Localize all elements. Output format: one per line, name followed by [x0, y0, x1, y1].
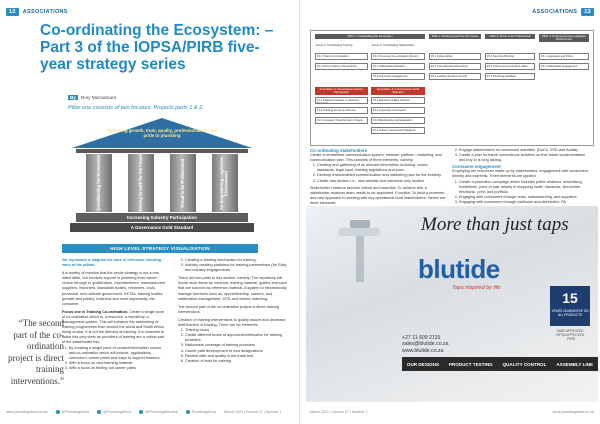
diagram-header-pillar-3: Pillar 3: Proud to be Professional — [485, 34, 535, 39]
body-paragraph: The second part of the co-ordination project is direct training interventions. — [178, 304, 280, 314]
list-item: 2. Engage stakeholders on consensus activities. (DoCs, CPD and Audits) — [459, 148, 592, 153]
intro-text: Pillar one consists of two focuses: Projects parts 1 & 2. — [68, 105, 204, 111]
linkedin-icon — [186, 410, 190, 414]
lead-paragraph: We reproduce a diagram for ease of reference showing each of the pillars. — [62, 258, 162, 268]
section-heading: Co-ordinating stakeholders — [310, 148, 368, 153]
ad-feature: OUR DESIGNS — [406, 361, 440, 367]
footer-issue: March 2021 | Volume 27 | Number 1 — [224, 410, 282, 414]
diagram-box: P2.1 Future Ethos — [429, 53, 481, 60]
article-title: Co-ordinating the Ecosystem: – Part 3 of the IOPSA/PIRB five-year strategy series — [40, 22, 274, 73]
diagram-header-pillar-1: Pillar 1: Coordinating the Ecosystem — [315, 34, 425, 39]
pillar-4: An Empowering Legislative Environment — [212, 154, 238, 212]
page-number: 13 — [581, 8, 594, 16]
body-paragraph: There are two parts to this section, namely: The repository will house such items as curricula, training material, guides and such that are sourced as reference material. A system to electronically manage functions such as, apprenticeship, careers, and certification management, CPD and mentor matching. — [178, 276, 287, 301]
foundation-1-header: Foundation 1: Governance Industry Participation — [315, 87, 368, 95]
section-label: ASSOCIATIONS — [22, 8, 68, 15]
ad-feature: QUALITY CONTROL — [502, 361, 547, 367]
temple-beam — [76, 149, 248, 153]
byline — [68, 95, 116, 100]
ad-phone-number[interactable]: +27 11 609 2115 — [402, 335, 441, 341]
list-item: 6. Creation of trust for training — [185, 359, 290, 364]
illustration-caption: HIGH LEVEL STRATEGY VISUALISATION — [62, 244, 258, 253]
diagram-box: F2.2 Corporate Governance — [371, 107, 425, 114]
left-footer — [6, 407, 282, 417]
diagram-box: P1.2 Direct Training Interventions — [315, 63, 368, 70]
diagram-box: P1.1 Training Coordination — [315, 53, 368, 60]
brand-tagline: Taps inspired by life — [452, 285, 501, 291]
list-item: 2. Engaging with consumers through retail, manufacturing, and suppliers. — [459, 195, 592, 200]
list-item: 3. Nationwide coverage of training providers — [185, 343, 290, 348]
ad-feature: ASSEMBLY LINE — [556, 361, 594, 367]
ad-email[interactable]: sales@blutide.co.za — [402, 341, 449, 348]
list-item: 1. Create a promotion campaign which includes public relations, advertising, exhibitions, point of sale activity in shopping malls, handouts, directories, electronic, print, and portfolio. — [459, 180, 592, 195]
body-paragraph: Focus one is Training Co-ordination. Create a single point of co-ordination which is, a resource, a repository, a management system. This will enhance the networking of training programmes from around the world and South Africa being crucial. It is not the delivery of training. It is essential to make this very clear as providers of training are a critical part of the stakeholder mix: — [62, 309, 165, 345]
diagram-box: P3.3 Plumbing Standard — [485, 73, 535, 80]
temple-base-bottom: A Governance Gold Standard — [70, 223, 254, 232]
body-paragraph: It is worthy of mention that the whole strategy is not a one-sided affair, but involves anyone in plumbing from career choice through to qualification, manufacturers, manufacturers' suppliers, importers, standards bodies, reformers, local, provincial, and national government, SETAs, training bodies (private and public), business and most importantly, the consumer. — [62, 271, 166, 306]
diagram-box: F2.1 Reporting & Best Practice — [371, 97, 425, 104]
twitter-handle[interactable]: @PlumbingAfrica — [97, 410, 131, 414]
ad-headline: More than just taps — [421, 214, 569, 235]
body-paragraph: Stakeholder relations become critical and essential. To achieve this, a stakeholder relations team needs to be appointed. Function: To build a reviewed and new approach to working with key operational local stakeholders. Herein are three elements: — [310, 185, 446, 205]
footer-url[interactable]: www.plumbingafrica.co.za — [6, 410, 48, 414]
strategy-diagram — [310, 30, 594, 146]
right-footer-issue: March 2021 | Volume 27 | Number 1 — [310, 410, 368, 414]
left-column-1 — [62, 258, 168, 371]
section-label: ASSOCIATIONS — [532, 8, 578, 15]
list-item: 3. Engaging with consumers through platforms and directories. PA — [459, 200, 592, 205]
list-item: 3. Create new section i.e., new website and members only section. — [317, 179, 446, 184]
list-item: 4. Career path development of new designations — [185, 349, 290, 354]
certification-logos: SABS APPROVED · IOPSA APPROVED · PIRB — [556, 329, 586, 341]
author-name: Rory Macnamara — [80, 95, 117, 100]
pull-quote: “The second part of the co-ordination project is direct training interventions.” — [8, 318, 64, 386]
diagram-box: P3.2 Online Communication Sales — [485, 63, 535, 70]
list-item: 1. By creating a single point of contact/information source and co-ordination which will include, applications, curriculum, career paths and ways to support learners. — [69, 346, 168, 361]
list-item: 3. With a focus on finding out career paths — [69, 366, 168, 371]
facebook-handle[interactable]: @PlumbingAfrica — [56, 410, 90, 414]
body-paragraph: Employing the resources made up by stakeholders, engagement with consumers directly and indirectly. Three elements are applied: — [452, 169, 588, 179]
focus-2-label: Focus 2: Coordinating Stakeholders — [371, 43, 415, 47]
right-page-header — [532, 6, 594, 17]
diagram-header-pillar-2: Pillar 2: Driving Growth for the Future — [429, 34, 481, 39]
diagram-box: F1.3 Increased Transformation Targets — [315, 117, 368, 124]
left-column-2 — [178, 258, 290, 364]
facebook-icon — [56, 410, 60, 414]
twitter-icon — [97, 410, 101, 414]
brand-logo: blutide — [418, 254, 500, 284]
list-item: 2. Develop a streamlined communication and marketing plan for the industry. — [317, 173, 446, 178]
diagram-box: F2.3 Membership and Evaluation — [371, 117, 425, 124]
diagram-box: P4.2 Stakeholder Engagement — [539, 63, 589, 70]
ad-feature: PRODUCT TESTING — [448, 361, 493, 367]
list-item: 5. Restore faith and quality in the trade test — [185, 354, 290, 359]
diagram-box: P1.5 Consumer Engagement — [371, 73, 425, 80]
strategy-temple-illustration — [62, 118, 262, 243]
diagram-box: P1.3 Consumer Co-ordination Opinion — [371, 53, 425, 60]
list-item: 3. Actively creating platforms for training partnerships (for SAs) and industry engagements. — [185, 263, 290, 273]
instagram-handle[interactable]: @PlumbingAfricaSA — [139, 410, 178, 414]
ad-website[interactable]: www.blutide.co.za — [402, 347, 444, 354]
list-item: 2. Creating a funding mechanism for training. — [185, 258, 290, 263]
ad-feature-bar — [402, 357, 598, 371]
body-paragraph: Creation of training interventions to quality assure and decrease theft/fraction of training. There are six elements: — [178, 317, 286, 328]
list-item: 2. Create different levels of approved/certification for training providers — [185, 333, 290, 343]
diagram-box: F1.1 Targeted Increase in Informed Plumbers — [315, 97, 368, 104]
list-item: 1. Creating and gathering of all relevant information including, codes, standards, legal input, training regulations and such. — [317, 163, 446, 173]
diagram-box: F2.4 Industry Assessment Playbook — [371, 127, 425, 134]
diagram-box: P4.1 Legislation and Policy — [539, 53, 589, 60]
diagram-box: F1.2 Tracking Focus on Informal — [315, 107, 368, 114]
left-page-header — [6, 6, 68, 17]
section-heading: Consumer engagement — [452, 164, 501, 170]
right-footer-url[interactable]: www.plumbingafrica.co.za — [552, 410, 594, 414]
temple-roof-text: Restoring growth, trust, quality, professionalism and pride to plumbing — [107, 128, 217, 139]
blutide-advertisement[interactable] — [306, 206, 598, 402]
focus-1-label: Focus 1: Coordinating Training — [315, 43, 353, 47]
diagram-box: P2.2 International Partnerships — [429, 63, 481, 70]
pillar-3: Proud to be Professional — [170, 154, 196, 212]
diagram-box: P2.3 Leading Systems Growth — [429, 73, 481, 80]
byline-prefix: By — [70, 95, 76, 100]
foundation-2-header: Foundation 2: A Governance Gold Standard — [371, 87, 425, 95]
temple-base-top: Increasing Industry Participation — [76, 213, 248, 222]
list-item: 2. With a focus on new learning material — [69, 361, 168, 366]
list-item: 1. Training hours — [185, 328, 290, 333]
page-number: 12 — [6, 8, 19, 16]
ad-contact — [402, 335, 449, 354]
tap-icon — [336, 214, 384, 284]
diagram-box: P3.1 New Era Plumber — [485, 53, 535, 60]
pillar-1: Coordinating the Ecosystem — [86, 154, 112, 212]
right-page — [300, 0, 600, 424]
instagram-icon — [139, 410, 143, 414]
pillar-2: Driving Growth for the Future — [128, 154, 154, 212]
guarantee-badge: 15 YEARS GUARANTEE ON ALL PRODUCTS — [550, 286, 590, 326]
linkedin-handle[interactable]: PlumbingAfrica — [186, 410, 216, 414]
diagram-box: P1.4 Stakeholder Relations — [371, 63, 425, 70]
right-column-2 — [452, 148, 592, 205]
list-item: 3. Create a plan for future consortiums activities so that future implementation and buy-in is long lasting. — [459, 153, 592, 163]
body-paragraph: Create a centralised communication system, member platform, marketing, and communication plan. This consists of three elements, namely: — [310, 153, 442, 163]
diagram-header-pillar-4: Pillar 4: An Empowering Legislative Environment — [539, 34, 589, 42]
